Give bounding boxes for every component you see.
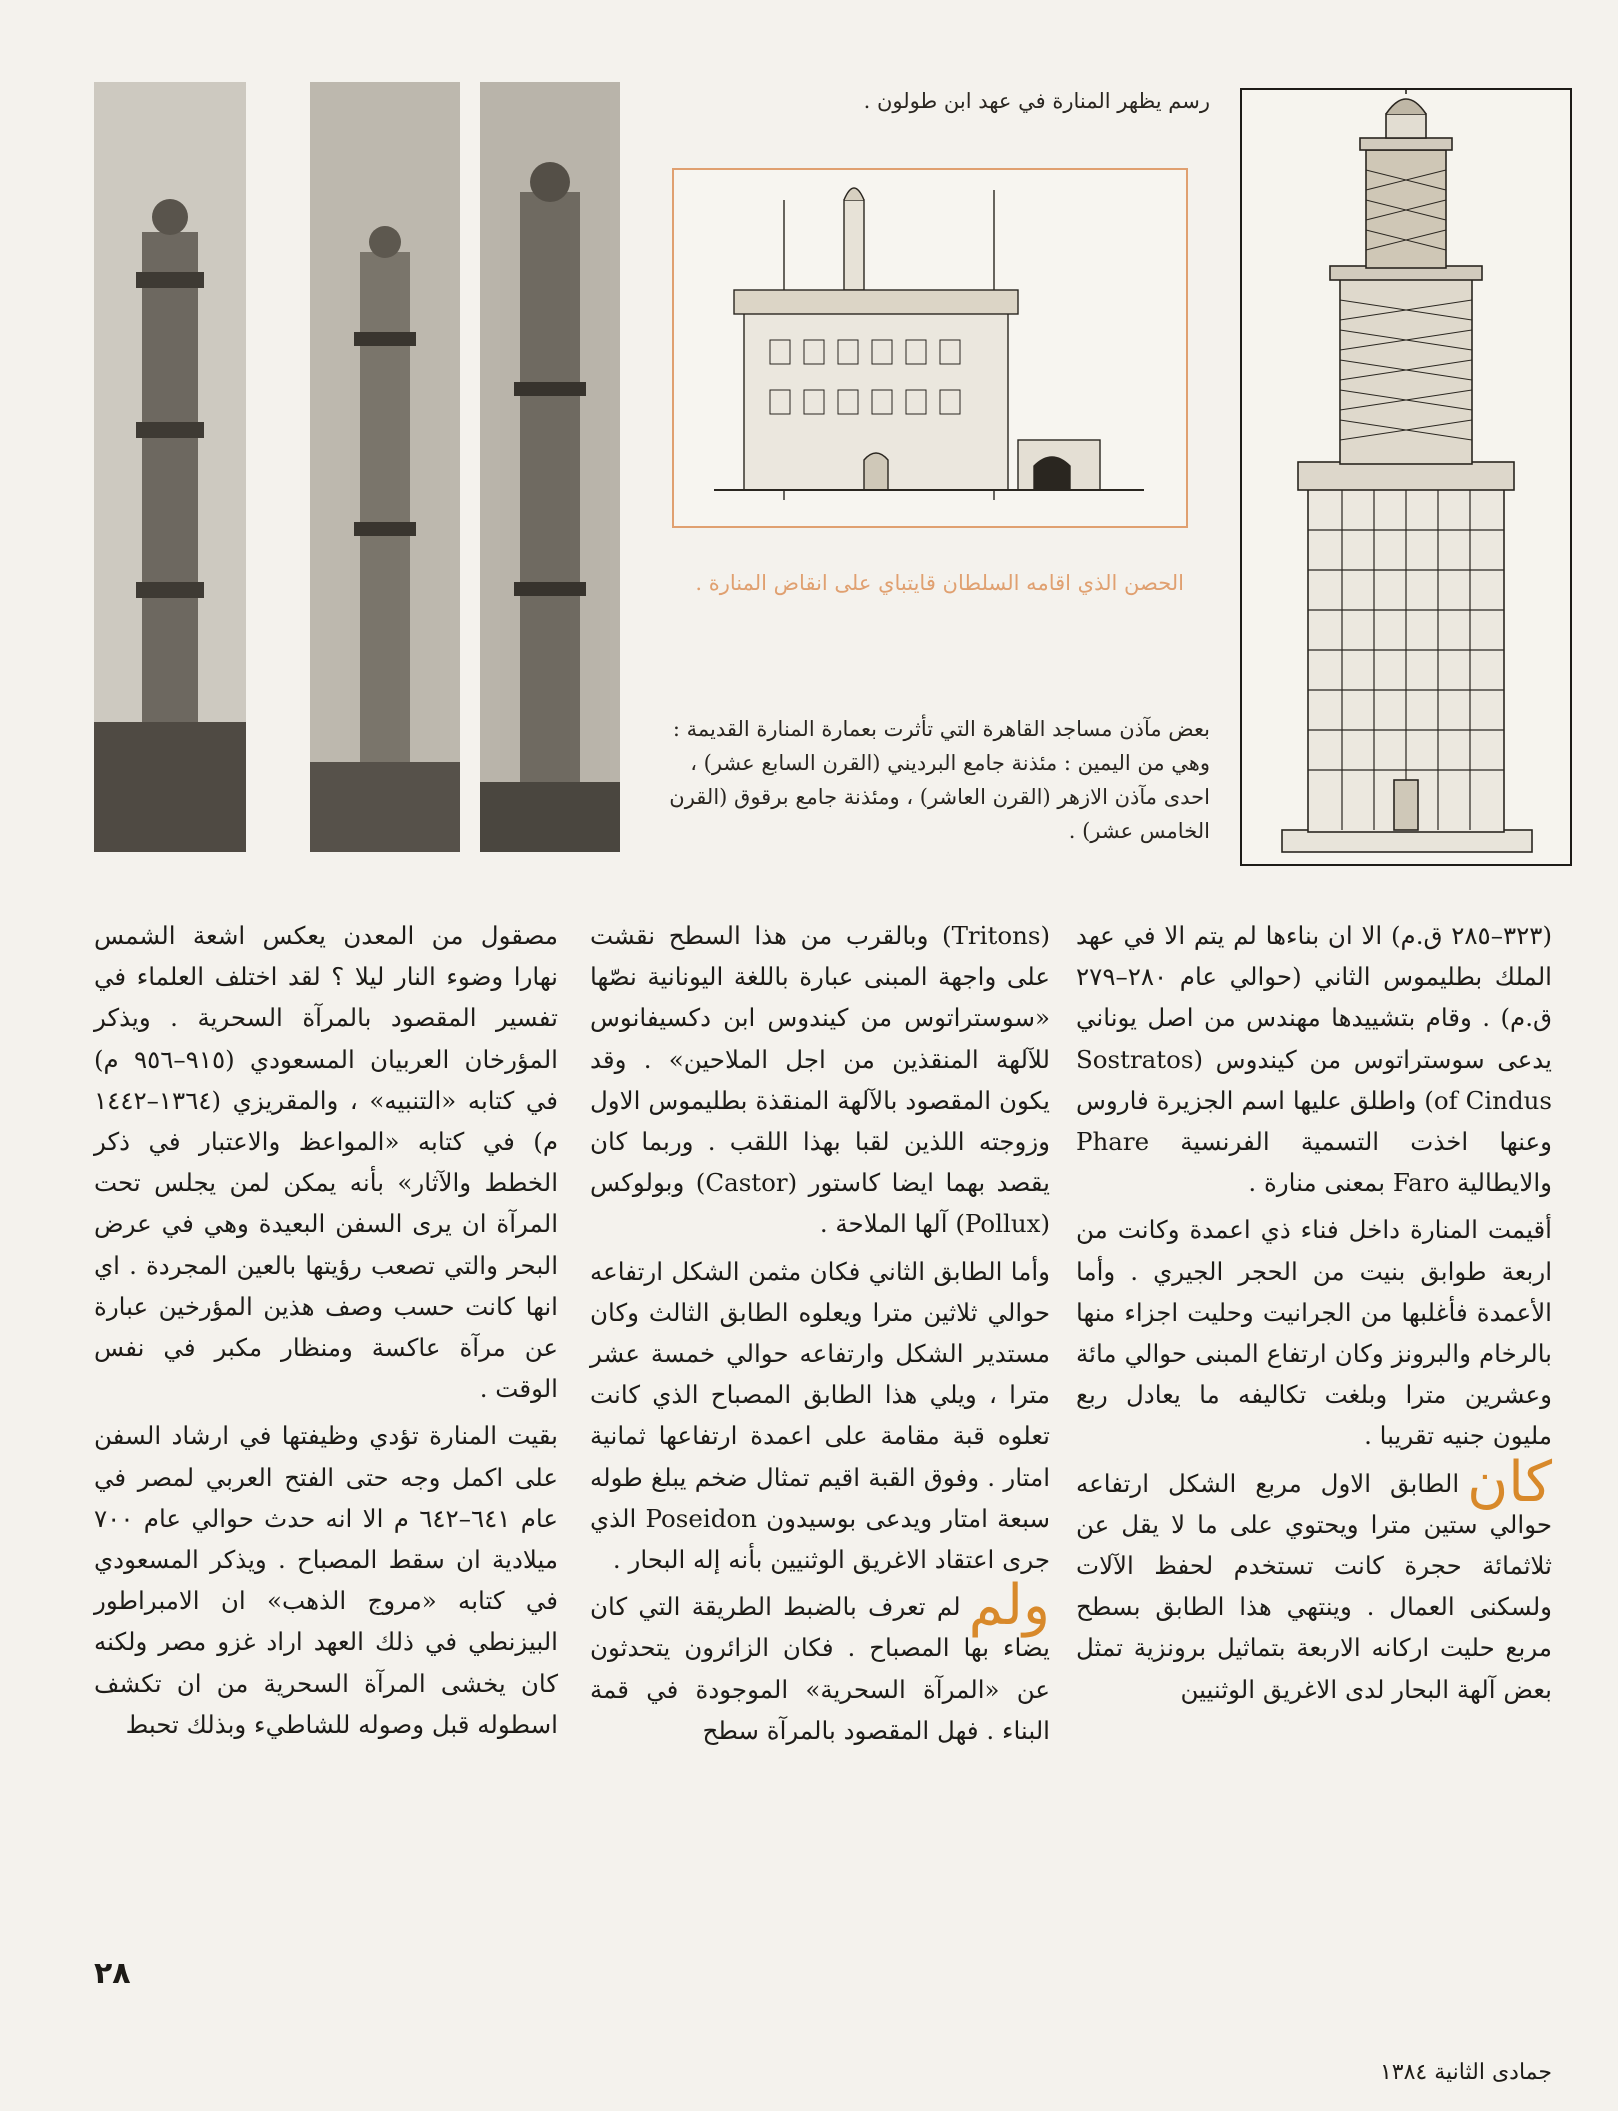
minaret-photo-barquq: [94, 82, 246, 852]
middle-paragraph-3-text: لم تعرف بالضبط الطريقة التي كان يضاء بها المصباح . فكان الزائرون يتحدثون عن «المرآة السحرية» الموجودة في قمة البناء . فهل المقصود بالمرآة سطح: [590, 1592, 1050, 1745]
left-paragraph-1: مصقول من المعدن يعكس اشعة الشمس نهارا وضوء النار ليلا ؟ لقد اختلف العلماء في تفسير المقصود بالمرآة السحرية . ويذكر المؤرخان العربيان المسعودي (٩١٥–٩٥٦ م) في كتابه «التنبيه» ، والمقريزي (١٣٦٤–١٤٤٢ م) في كتابه «المواعظ والاعتبار في ذكر الخطط والآثار» بأنه يمكن لمن يجلس تحت المرآة ان يرى السفن البعيدة وهي في عرض البحر والتي تصعب رؤيتها بالعين المجردة . اي انها كانت حسب وصف هذين المؤرخين عبارة عن مرآة عاكسة ومنظار مكبر في نفس الوقت .: [94, 921, 558, 1404]
minarets-caption: بعض مآذن مساجد القاهرة التي تأثرت بعمارة المنارة القديمة : وهي من اليمين : مئذنة جامع البرديني (القرن السابع عشر) ، احدى مآذن الازهر (القرن العاشر) ، ومئذنة جامع برقوق (القرن الخامس عشر) .: [669, 717, 1210, 843]
lighthouse-drawing-frame: [1240, 88, 1572, 866]
middle-paragraph-2: وأما الطابق الثاني فكان مثمن الشكل ارتفاعه حوالي ثلاثين مترا ويعلوه الطابق الثالث وكان مستدير الشكل وارتفاعه حوالي خمسة عشر مترا ، ويلي هذا الطابق المصباح الذي كانت تعلوه قبة مقامة على اعمدة ارتفاعها ثمانية امتار . وفوق القبة اقيم تمثال ضخم يبلغ طوله سبعة امتار ويدعى بوسيدون Poseidon الذي جرى اعتقاد الاغريق الوثنيين بأنه إله البحار .: [590, 1256, 1050, 1575]
minaret-photo-bardini: [480, 82, 620, 852]
middle-paragraph-3: [590, 1573, 1050, 1751]
fortress-illustration: [674, 170, 1186, 526]
minaret-barquq-image: [94, 82, 246, 852]
right-paragraph-1: (٣٢٣–٢٨٥ ق.م) الا ان بناءها لم يتم الا في عهد الملك بطليموس الثاني (حوالي عام ٢٨٠–٢٧٩ ق.م) . وقام بتشييدها مهندس من اصل يوناني يدعى سوستراتوس من كيندوس (Sostratos of Cindus) واطلق عليها اسم الجزيرة فاروس وعنها اخذت التسمية الفرنسية Phare والايطالية Faro بمعنى منارة .: [1076, 921, 1552, 1198]
right-paragraph-2: أقيمت المنارة داخل فناء ذي اعمدة وكانت من اربعة طوابق بنيت من الحجر الجيري . وأما الأعمدة فأغلبها من الجرانيت وحليت اجزاء منها بالرخام والبرونز وكان ارتفاع المبنى حوالي مائة وعشرين مترا وبلغت تكاليفه ما يعادل ربع مليون جنيه تقريبا .: [1076, 1215, 1552, 1451]
middle-dropcap: ولم: [968, 1573, 1050, 1639]
lighthouse-illustration: [1242, 90, 1570, 864]
minaret-azhar-image: [310, 82, 460, 852]
text-column-right: [1076, 915, 1552, 1710]
left-paragraph-2: بقيت المنارة تؤدي وظيفتها في ارشاد السفن على اكمل وجه حتى الفتح العربي لمصر في عام ٦٤١–٦٤٢ م الا انه حدث حوالي عام ٧٠٠ ميلادية ان سقط المصباح . ويذكر المسعودي في كتابه «مروج الذهب» ان الامبراطور البيزنطي في ذلك العهد اراد غزو مصر ولكنه كان يخشى المرآة السحرية من ان تكشف اسطوله قبل وصوله للشاطيء وبذلك تحبط: [94, 1421, 558, 1739]
right-dropcap: كان: [1467, 1449, 1552, 1515]
middle-paragraph-1: (Tritons) وبالقرب من هذا السطح نقشت على واجهة المبنى عبارة باللغة اليونانية نصّها «سوستراتوس من كيندوس ابن دكسيفانوس للآلهة المنقذين من اجل الملاحين» . وقد يكون المقصود بالآلهة المنقذة بطليموس الاول وزوجته اللذين لقبا بهذا اللقب . وربما كان يقصد بهما ايضا كاستور (Castor) وبولوكس (Pollux) آلها الملاحة .: [590, 921, 1050, 1239]
minaret-bardini-image: [480, 82, 620, 852]
minaret-photo-azhar: [310, 82, 460, 852]
issue-date: جمادى الثانية ١٣٨٤: [1379, 2060, 1552, 2085]
page-number: ٢٨: [94, 1956, 131, 1991]
fortress-caption: الحصن الذي اقامه السلطان قايتباي على انقاض المنارة .: [695, 571, 1184, 595]
text-column-middle: [590, 915, 1050, 1751]
fortress-drawing-frame: [672, 168, 1188, 528]
lighthouse-caption: رسم يظهر المنارة في عهد ابن طولون .: [863, 89, 1210, 113]
right-paragraph-3-text: الطابق الاول مربع الشكل ارتفاعه حوالي ستين مترا ويحتوي على ما لا يقل عن ثلاثمائة حجرة كانت تستخدم لحفظ الآلات ولسكنى العمال . وينتهي هذا الطابق بسطح مربع حليت اركانه الاربعة بتماثيل برونزية تمثل بعض آلهة البحار لدى الاغريق الوثنيين: [1076, 1468, 1552, 1704]
text-column-left: [94, 915, 558, 1745]
right-paragraph-3: [1076, 1449, 1552, 1710]
